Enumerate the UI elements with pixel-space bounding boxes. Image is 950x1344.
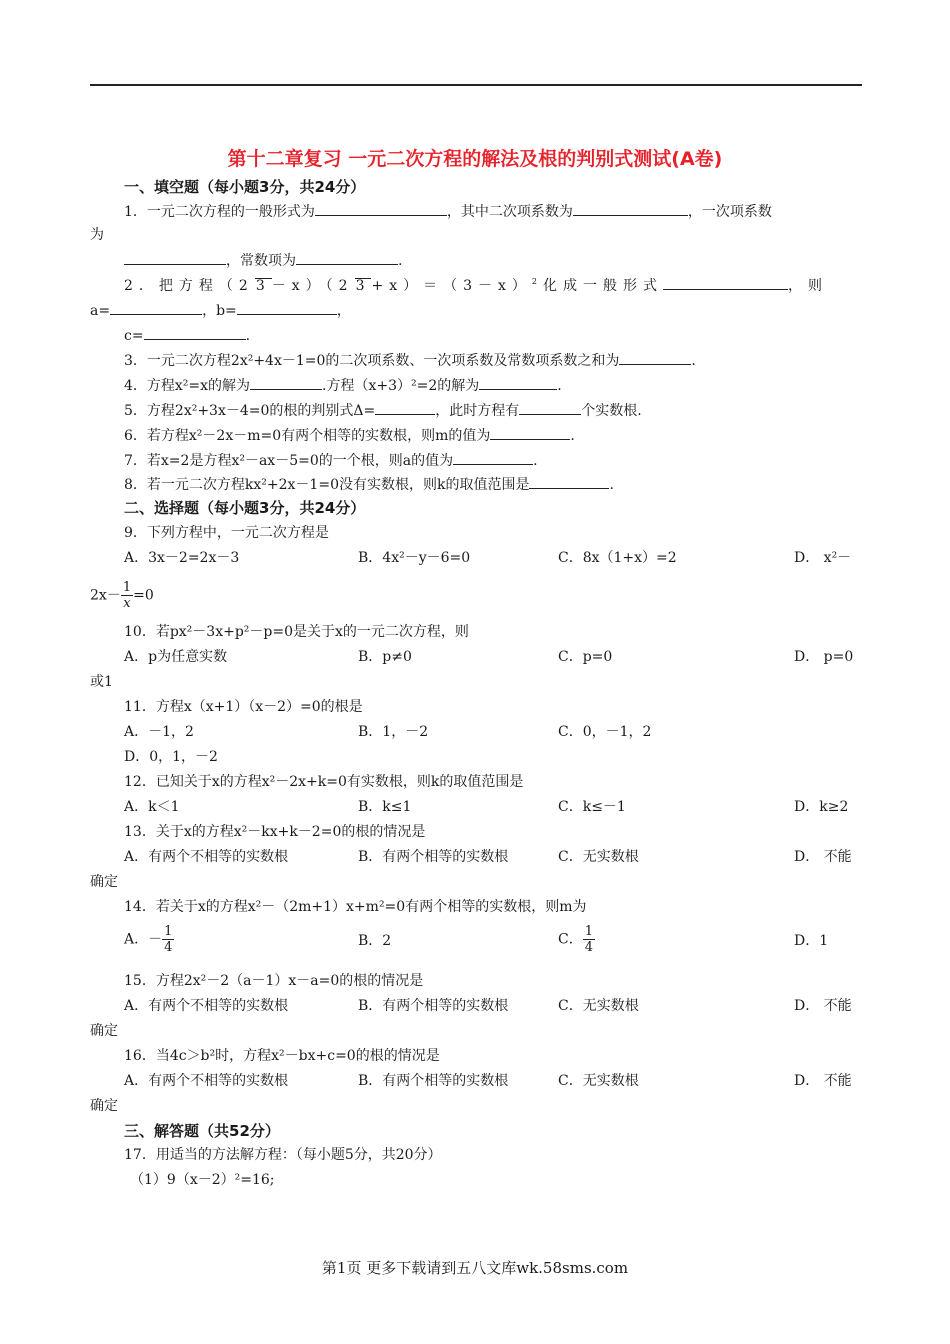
option-d-wrap: 确定	[90, 1023, 118, 1039]
header-rule	[90, 84, 862, 86]
sqrt-symbol: 3	[355, 278, 371, 294]
answer-blank	[663, 274, 788, 290]
option-b: B．1，－2	[358, 724, 429, 740]
section-heading-solve: 三、解答题（共52分）	[124, 1122, 280, 1140]
option-b: B．4x²－y－6=0	[358, 550, 471, 566]
option-b: B．2	[358, 933, 392, 949]
answer-blank	[144, 324, 246, 340]
answer-blank	[110, 299, 202, 315]
option-b: B．有两个相等的实数根	[358, 1073, 509, 1089]
option-d: D．0，1，－2	[124, 749, 218, 765]
option-d: D．k≥2	[794, 799, 849, 815]
answer-blank	[519, 399, 581, 415]
page-title: 第十二章复习 一元二次方程的解法及根的判别式测试(A卷)	[227, 148, 723, 170]
question-13: 13．关于x的方程x²－kx+k－2=0的根的情况是	[124, 824, 426, 840]
question-9: 9．下列方程中，一元二次方程是	[124, 525, 329, 541]
option-a: A．3x－2=2x－3	[124, 550, 240, 566]
answer-blank	[124, 249, 226, 265]
question-4: 4．方程x²=x的解为 .方程（x+3）²=2的解为 .	[124, 374, 562, 396]
question-1: 1．一元二次方程的一般形式为 ，其中二次项系数为 ，一次项系数	[124, 200, 772, 222]
question-2-cont: c= .	[124, 324, 250, 346]
option-c: C．无实数根	[558, 849, 639, 865]
option-c: C．p=0	[558, 649, 613, 665]
option-b: B．p≠0	[358, 649, 412, 665]
section-heading-multiple-choice: 二、选择题（每小题3分，共24分）	[124, 499, 366, 517]
fraction: $\frac{1}{4}$	[164, 924, 173, 955]
fraction: $\frac{1}{x}$	[122, 580, 132, 611]
answer-blank	[529, 473, 609, 489]
option-c: C．0，－1，2	[558, 724, 652, 740]
answer-blank	[375, 399, 435, 415]
answer-blank	[479, 374, 557, 390]
option-b: B．k≤1	[358, 799, 412, 815]
fraction: $\frac{1}{4}$	[584, 924, 593, 955]
question-14: 14．若关于x的方程x²－（2m+1）x+m²=0有两个相等的实数根，则m为	[124, 899, 587, 915]
question-7: 7．若x=2是方程x²－ax－5=0的一个根，则a的值为 .	[124, 449, 538, 471]
option-a: A．p为任意实数	[124, 649, 228, 665]
question-2-wrap: a= ，b= ，	[90, 299, 351, 321]
option-a: A．有两个不相等的实数根	[124, 1073, 289, 1089]
answer-blank	[619, 349, 691, 365]
option-d: D． 不能	[794, 1073, 852, 1089]
option-d: D．1	[794, 933, 829, 949]
option-a: A．k＜1	[124, 799, 180, 815]
sqrt-symbol: 3	[255, 278, 271, 294]
question-1-cont: ，常数项为 .	[124, 249, 402, 271]
option-c: C．8x（1+x）=2	[558, 550, 677, 566]
option-d-wrap: 2x－ $\frac{1}{x}$ =0	[90, 580, 154, 611]
option-b: B．有两个相等的实数根	[358, 998, 509, 1014]
option-d-wrap: 或1	[90, 674, 113, 690]
option-d: D． p=0	[794, 649, 854, 665]
option-b: B．有两个相等的实数根	[358, 849, 509, 865]
option-a: A．－1，2	[124, 724, 194, 740]
answer-blank	[296, 249, 398, 265]
question-10: 10．若px²－3x+p²－p=0是关于x的一元二次方程，则	[124, 624, 469, 640]
option-d: D． 不能	[794, 998, 852, 1014]
option-d: D． 不能	[794, 849, 852, 865]
answer-blank	[315, 200, 447, 216]
option-a: A．有两个不相等的实数根	[124, 849, 289, 865]
answer-blank	[453, 449, 533, 465]
option-c: C．无实数根	[558, 998, 639, 1014]
option-a: A．－ $\frac{1}{4}$	[124, 924, 173, 955]
question-11: 11．方程x（x+1）（x－2）=0的根是	[124, 699, 363, 715]
question-12: 12．已知关于x的方程x²－2x+k=0有实数根，则k的取值范围是	[124, 774, 524, 790]
option-c: C．k≤－1	[558, 799, 626, 815]
option-d-wrap: 确定	[90, 1098, 118, 1114]
question-3: 3．一元二次方程2x²+4x－1=0的二次项系数、一次项系数及常数项系数之和为 .	[124, 349, 696, 371]
answer-blank	[250, 374, 322, 390]
section-heading-fill-blank: 一、填空题（每小题3分，共24分）	[124, 178, 366, 196]
option-c: C．无实数根	[558, 1073, 639, 1089]
answer-blank	[490, 424, 570, 440]
option-d-wrap: 确定	[90, 874, 118, 890]
question-2: 2．把方程（2 3－x）（2 $3+x)=(3-x)^2$化成一般形式 ，则	[124, 274, 828, 296]
page-footer: 第1页 更多下载请到五八文库wk.58sms.com	[321, 1259, 629, 1277]
question-1-wrap: 为	[90, 227, 104, 243]
question-17-part-1: （1）9（x－2）²=16;	[130, 1172, 275, 1188]
answer-blank	[573, 200, 688, 216]
question-5: 5．方程2x²+3x－4=0的根的判别式Δ= ，此时方程有 个实数根.	[124, 399, 642, 421]
question-6: 6．若方程x²－2x－m=0有两个相等的实数根，则m的值为 .	[124, 424, 575, 446]
option-a: A．有两个不相等的实数根	[124, 998, 289, 1014]
question-15: 15．方程2x²－2（a－1）x－a=0的根的情况是	[124, 973, 424, 989]
question-16: 16．当4c＞b²时，方程x²－bx+c=0的根的情况是	[124, 1048, 440, 1064]
option-d: D． x²－	[794, 550, 852, 566]
question-17: 17．用适当的方法解方程：（每小题5分，共20分）	[124, 1147, 442, 1163]
answer-blank	[237, 299, 337, 315]
question-8: 8．若一元二次方程kx²+2x－1=0没有实数根，则k的取值范围是 .	[124, 473, 614, 495]
option-c: C． $\frac{1}{4}$	[558, 924, 593, 955]
